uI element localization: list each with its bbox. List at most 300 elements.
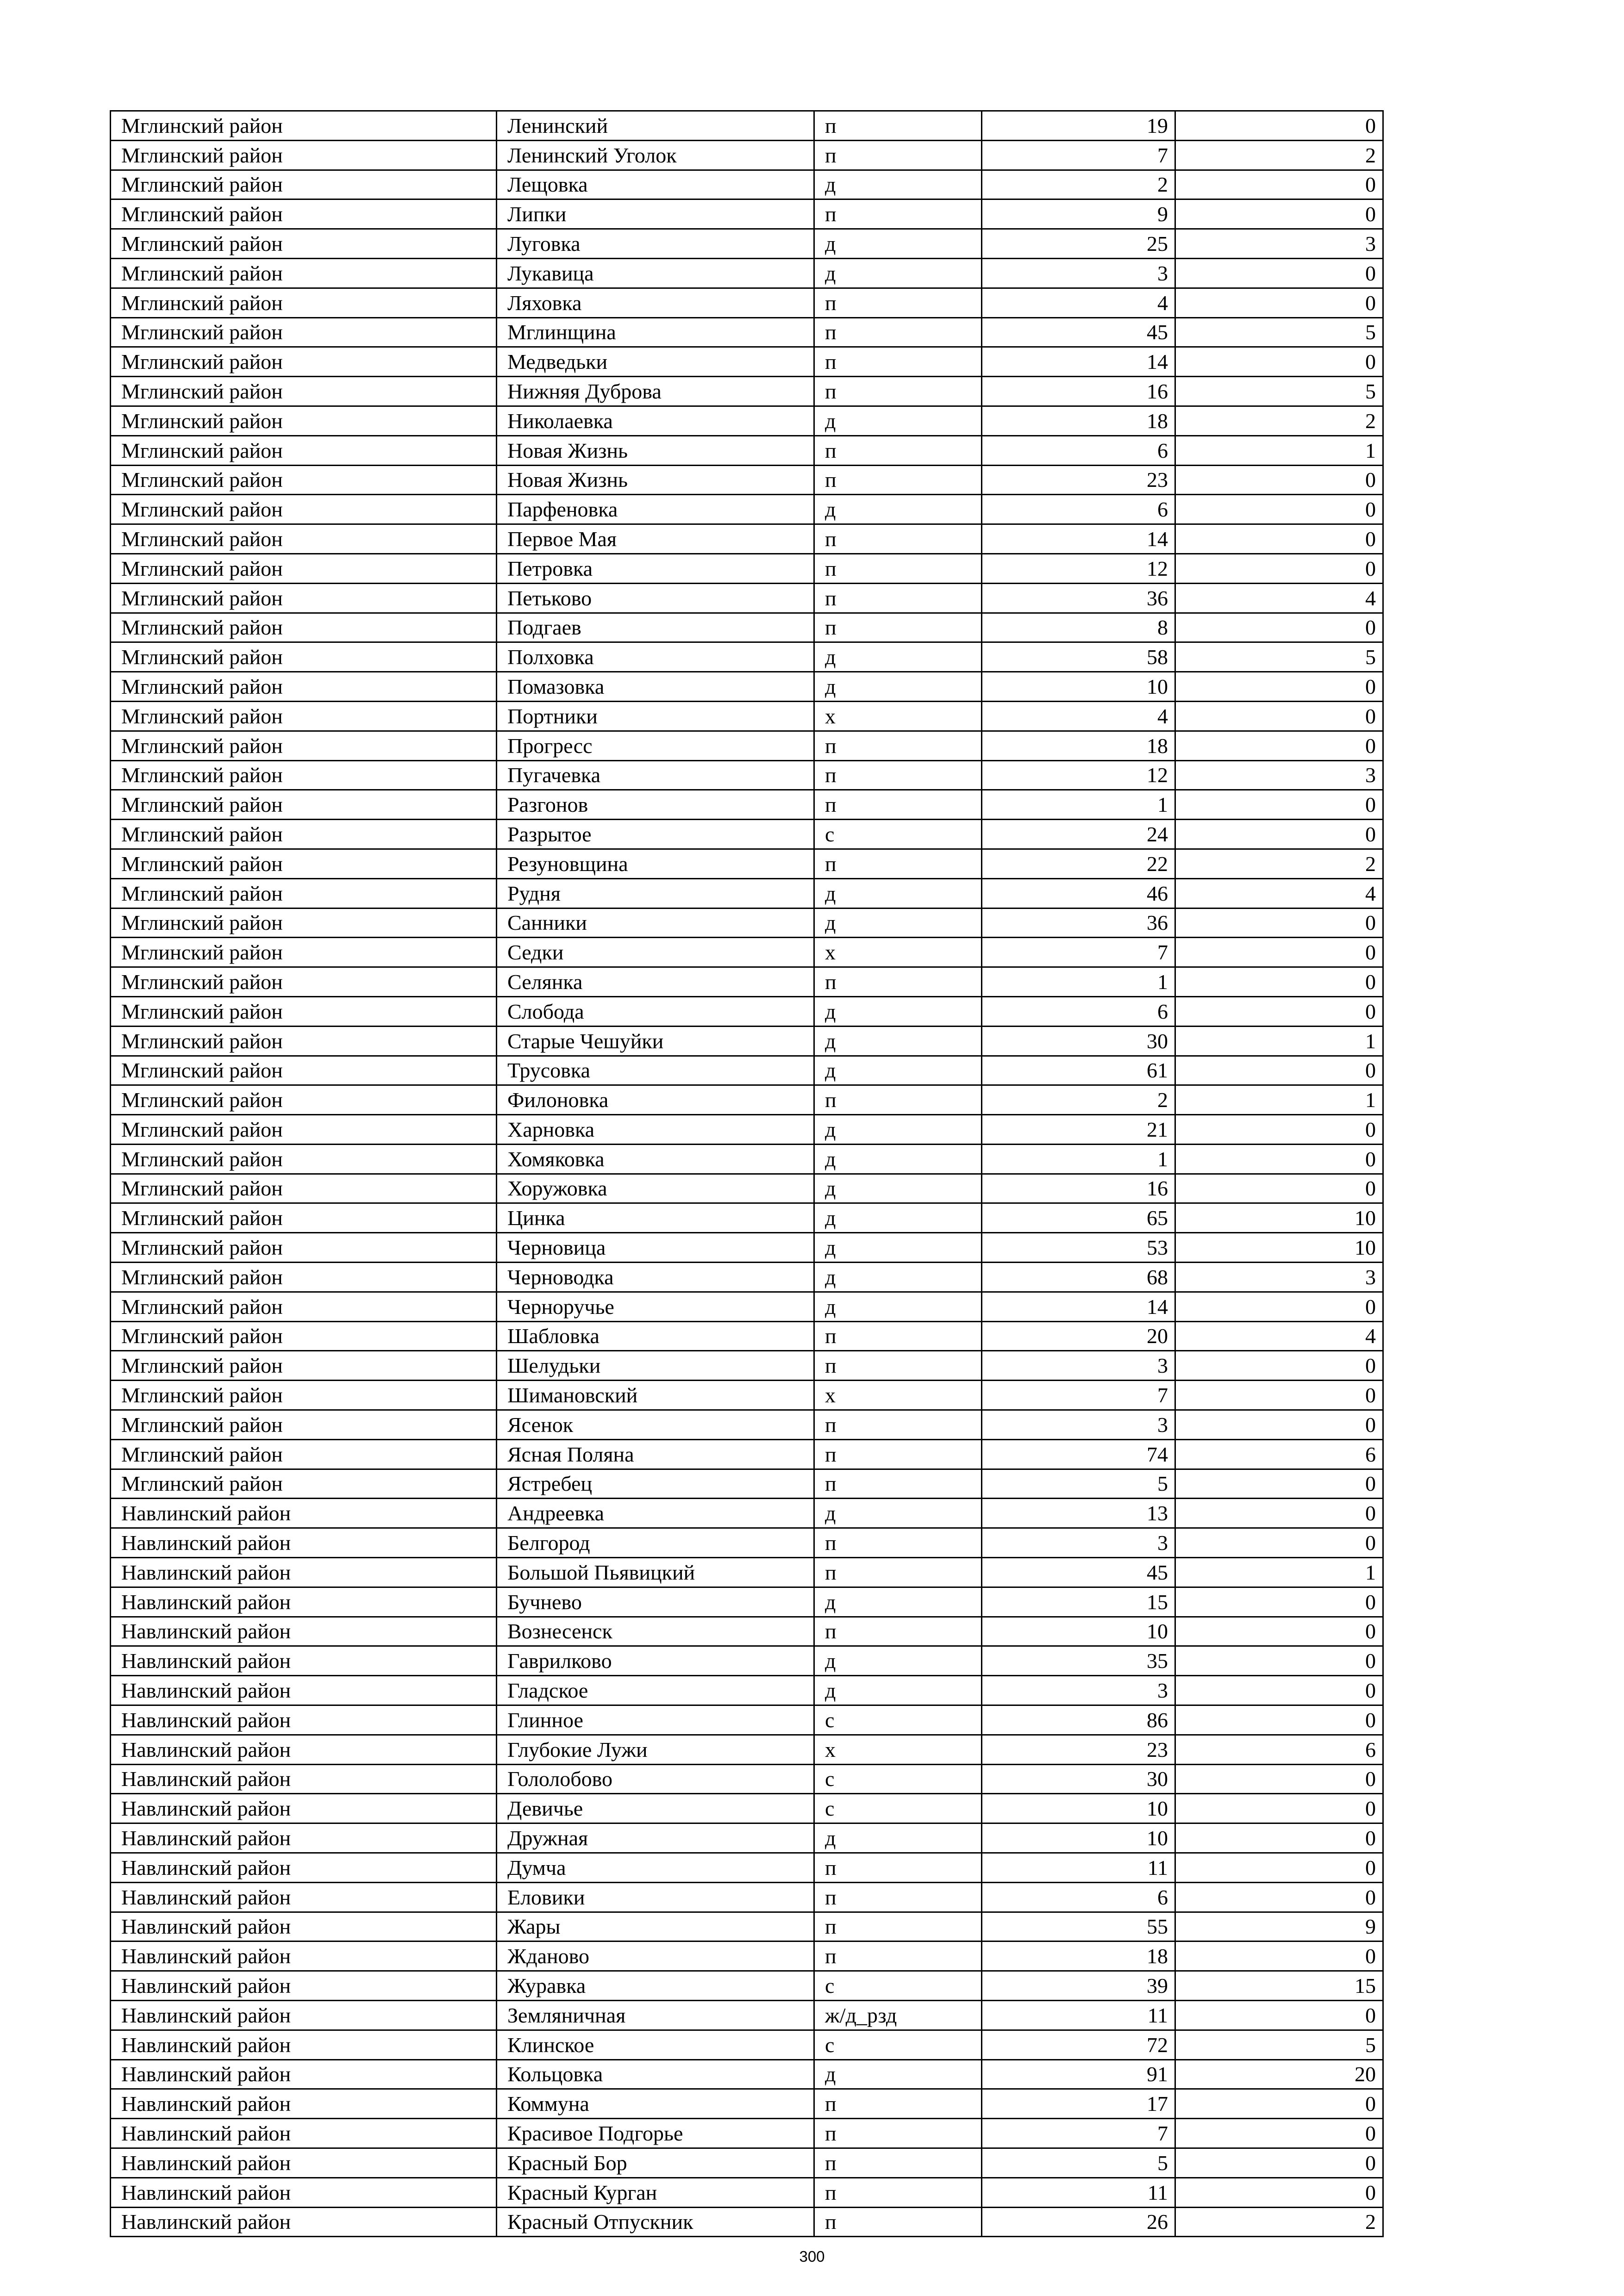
district-cell: Мглинский район <box>111 849 497 878</box>
type-cell: п <box>814 1410 982 1440</box>
district-cell: Мглинский район <box>111 229 497 259</box>
settlement-cell: Ляховка <box>497 288 814 317</box>
extra-cell: 0 <box>1175 111 1383 141</box>
settlement-cell: Хоружовка <box>497 1174 814 1203</box>
settlement-cell: Думча <box>497 1853 814 1883</box>
settlement-cell: Седки <box>497 938 814 967</box>
type-cell: п <box>814 2178 982 2207</box>
settlement-cell: Бучнево <box>497 1587 814 1617</box>
table-row <box>111 495 1383 524</box>
type-cell: п <box>814 1853 982 1883</box>
settlement-cell: Трусовка <box>497 1056 814 1085</box>
extra-cell: 1 <box>1175 1085 1383 1115</box>
extra-cell: 1 <box>1175 1026 1383 1056</box>
settlement-cell: Харновка <box>497 1115 814 1145</box>
district-cell: Мглинский район <box>111 495 497 524</box>
count-cell: 55 <box>982 1912 1175 1941</box>
settlement-cell: Первое Мая <box>497 524 814 554</box>
count-cell: 22 <box>982 849 1175 878</box>
district-cell: Мглинский район <box>111 938 497 967</box>
settlements-table <box>110 110 1384 2237</box>
count-cell: 36 <box>982 908 1175 938</box>
table-row <box>111 849 1383 878</box>
settlement-cell: Глинное <box>497 1705 814 1735</box>
district-cell: Мглинский район <box>111 1351 497 1381</box>
district-cell: Мглинский район <box>111 583 497 613</box>
count-cell: 5 <box>982 1469 1175 1499</box>
count-cell: 1 <box>982 790 1175 820</box>
settlement-cell: Слобода <box>497 996 814 1026</box>
table-row <box>111 1233 1383 1263</box>
count-cell: 19 <box>982 111 1175 141</box>
settlement-cell: Андреевка <box>497 1499 814 1528</box>
extra-cell: 4 <box>1175 583 1383 613</box>
extra-cell: 0 <box>1175 820 1383 849</box>
district-cell: Навлинский район <box>111 2060 497 2089</box>
extra-cell: 0 <box>1175 465 1383 495</box>
type-cell: п <box>814 583 982 613</box>
extra-cell: 5 <box>1175 2030 1383 2060</box>
district-cell: Мглинский район <box>111 731 497 760</box>
type-cell: п <box>814 613 982 642</box>
type-cell: п <box>814 967 982 997</box>
extra-cell: 5 <box>1175 377 1383 406</box>
table-row <box>111 967 1383 997</box>
count-cell: 4 <box>982 288 1175 317</box>
extra-cell: 0 <box>1175 1705 1383 1735</box>
type-cell: п <box>814 1321 982 1351</box>
type-cell: п <box>814 199 982 229</box>
district-cell: Мглинский район <box>111 554 497 583</box>
table-row <box>111 1587 1383 1617</box>
count-cell: 14 <box>982 1292 1175 1321</box>
count-cell: 10 <box>982 672 1175 702</box>
count-cell: 23 <box>982 465 1175 495</box>
district-cell: Навлинский район <box>111 1853 497 1883</box>
table-row <box>111 1528 1383 1558</box>
district-cell: Мглинский район <box>111 1439 497 1469</box>
extra-cell: 0 <box>1175 1823 1383 1853</box>
settlement-cell: Черновица <box>497 1233 814 1263</box>
settlement-cell: Прогресс <box>497 731 814 760</box>
table-row <box>111 1469 1383 1499</box>
table-row <box>111 1735 1383 1764</box>
extra-cell: 0 <box>1175 2119 1383 2148</box>
type-cell: д <box>814 1056 982 1085</box>
count-cell: 6 <box>982 436 1175 465</box>
settlement-cell: Мглинщина <box>497 317 814 347</box>
settlement-cell: Петровка <box>497 554 814 583</box>
district-cell: Навлинский район <box>111 2089 497 2119</box>
type-cell: д <box>814 1026 982 1056</box>
table-row <box>111 1823 1383 1853</box>
extra-cell: 0 <box>1175 1676 1383 1705</box>
district-cell: Мглинский район <box>111 111 497 141</box>
type-cell: д <box>814 406 982 436</box>
extra-cell: 0 <box>1175 1351 1383 1381</box>
district-cell: Навлинский район <box>111 1705 497 1735</box>
district-cell: Мглинский район <box>111 140 497 170</box>
count-cell: 15 <box>982 1587 1175 1617</box>
table-row <box>111 229 1383 259</box>
district-cell: Навлинский район <box>111 1794 497 1823</box>
type-cell: п <box>814 436 982 465</box>
district-cell: Навлинский район <box>111 2001 497 2030</box>
extra-cell: 15 <box>1175 1971 1383 2001</box>
district-cell: Мглинский район <box>111 347 497 377</box>
settlement-cell: Ясная Поляна <box>497 1439 814 1469</box>
table-row <box>111 406 1383 436</box>
table-row <box>111 790 1383 820</box>
type-cell: д <box>814 2060 982 2089</box>
district-cell: Мглинский район <box>111 288 497 317</box>
district-cell: Мглинский район <box>111 199 497 229</box>
table-row <box>111 1410 1383 1440</box>
table-row <box>111 524 1383 554</box>
count-cell: 30 <box>982 1764 1175 1794</box>
type-cell: х <box>814 1735 982 1764</box>
type-cell: д <box>814 1203 982 1233</box>
settlement-cell: Нижняя Дуброва <box>497 377 814 406</box>
count-cell: 26 <box>982 2207 1175 2237</box>
page-number: 300 <box>799 2248 825 2265</box>
type-cell: с <box>814 1764 982 1794</box>
count-cell: 18 <box>982 731 1175 760</box>
extra-cell: 5 <box>1175 317 1383 347</box>
extra-cell: 9 <box>1175 1912 1383 1941</box>
count-cell: 9 <box>982 199 1175 229</box>
type-cell: с <box>814 1794 982 1823</box>
table-row <box>111 1499 1383 1528</box>
count-cell: 13 <box>982 1499 1175 1528</box>
settlement-cell: Глубокие Лужи <box>497 1735 814 1764</box>
type-cell: х <box>814 938 982 967</box>
type-cell: д <box>814 1233 982 1263</box>
district-cell: Мглинский район <box>111 967 497 997</box>
type-cell: п <box>814 1617 982 1646</box>
type-cell: п <box>814 111 982 141</box>
extra-cell: 0 <box>1175 170 1383 199</box>
table-row <box>111 111 1383 141</box>
count-cell: 16 <box>982 377 1175 406</box>
settlement-cell: Петьково <box>497 583 814 613</box>
count-cell: 24 <box>982 820 1175 849</box>
district-cell: Мглинский район <box>111 642 497 672</box>
extra-cell: 0 <box>1175 1882 1383 1912</box>
table-row <box>111 1882 1383 1912</box>
settlement-cell: Белгород <box>497 1528 814 1558</box>
settlement-cell: Старые Чешуйки <box>497 1026 814 1056</box>
table-row <box>111 1912 1383 1941</box>
extra-cell: 1 <box>1175 436 1383 465</box>
district-cell: Мглинский район <box>111 1263 497 1292</box>
table-row <box>111 1705 1383 1735</box>
extra-cell: 0 <box>1175 996 1383 1026</box>
extra-cell: 0 <box>1175 613 1383 642</box>
count-cell: 18 <box>982 1941 1175 1971</box>
extra-cell: 10 <box>1175 1233 1383 1263</box>
type-cell: д <box>814 1144 982 1174</box>
type-cell: д <box>814 1292 982 1321</box>
settlement-cell: Дружная <box>497 1823 814 1853</box>
type-cell: п <box>814 1941 982 1971</box>
count-cell: 12 <box>982 760 1175 790</box>
count-cell: 10 <box>982 1823 1175 1853</box>
type-cell: д <box>814 495 982 524</box>
extra-cell: 0 <box>1175 2178 1383 2207</box>
type-cell: п <box>814 465 982 495</box>
table-row <box>111 140 1383 170</box>
district-cell: Мглинский район <box>111 1056 497 1085</box>
extra-cell: 0 <box>1175 1410 1383 1440</box>
settlement-cell: Подгаев <box>497 613 814 642</box>
count-cell: 7 <box>982 938 1175 967</box>
district-cell: Мглинский район <box>111 1203 497 1233</box>
table-row <box>111 701 1383 731</box>
type-cell: п <box>814 347 982 377</box>
extra-cell: 0 <box>1175 1115 1383 1145</box>
count-cell: 45 <box>982 317 1175 347</box>
district-cell: Мглинский район <box>111 436 497 465</box>
settlement-cell: Красивое Подгорье <box>497 2119 814 2148</box>
district-cell: Мглинский район <box>111 1469 497 1499</box>
settlement-cell: Новая Жизнь <box>497 465 814 495</box>
type-cell: д <box>814 642 982 672</box>
type-cell: д <box>814 1587 982 1617</box>
extra-cell: 0 <box>1175 2148 1383 2178</box>
type-cell: д <box>814 1174 982 1203</box>
district-cell: Мглинский район <box>111 908 497 938</box>
type-cell: с <box>814 2030 982 2060</box>
extra-cell: 6 <box>1175 1439 1383 1469</box>
extra-cell: 0 <box>1175 1794 1383 1823</box>
district-cell: Навлинский район <box>111 1499 497 1528</box>
extra-cell: 0 <box>1175 1056 1383 1085</box>
table-row <box>111 465 1383 495</box>
district-cell: Мглинский район <box>111 1381 497 1410</box>
settlement-cell: Черноручье <box>497 1292 814 1321</box>
table-row <box>111 170 1383 199</box>
table-row <box>111 288 1383 317</box>
extra-cell: 0 <box>1175 908 1383 938</box>
district-cell: Навлинский район <box>111 2119 497 2148</box>
count-cell: 36 <box>982 583 1175 613</box>
type-cell: п <box>814 554 982 583</box>
extra-cell: 10 <box>1175 1203 1383 1233</box>
district-cell: Навлинский район <box>111 1971 497 2001</box>
extra-cell: 6 <box>1175 1735 1383 1764</box>
district-cell: Мглинский район <box>111 1115 497 1145</box>
district-cell: Мглинский район <box>111 465 497 495</box>
settlement-cell: Жданово <box>497 1941 814 1971</box>
type-cell: п <box>814 2207 982 2237</box>
table-row <box>111 1676 1383 1705</box>
type-cell: п <box>814 2119 982 2148</box>
count-cell: 2 <box>982 170 1175 199</box>
type-cell: п <box>814 760 982 790</box>
district-cell: Навлинский район <box>111 1882 497 1912</box>
table-row <box>111 1646 1383 1676</box>
extra-cell: 5 <box>1175 642 1383 672</box>
count-cell: 61 <box>982 1056 1175 1085</box>
district-cell: Мглинский район <box>111 258 497 288</box>
table-row <box>111 1794 1383 1823</box>
settlement-cell: Черноводка <box>497 1263 814 1292</box>
district-cell: Мглинский район <box>111 1410 497 1440</box>
table-row <box>111 1144 1383 1174</box>
settlement-cell: Красный Курган <box>497 2178 814 2207</box>
extra-cell: 3 <box>1175 1263 1383 1292</box>
settlement-cell: Ясенок <box>497 1410 814 1440</box>
settlement-cell: Гладское <box>497 1676 814 1705</box>
count-cell: 58 <box>982 642 1175 672</box>
table-row <box>111 672 1383 702</box>
settlement-cell: Красный Бор <box>497 2148 814 2178</box>
table-row <box>111 317 1383 347</box>
count-cell: 8 <box>982 613 1175 642</box>
district-cell: Мглинский район <box>111 672 497 702</box>
type-cell: д <box>814 170 982 199</box>
extra-cell: 0 <box>1175 701 1383 731</box>
type-cell: д <box>814 672 982 702</box>
extra-cell: 0 <box>1175 1764 1383 1794</box>
settlement-cell: Портники <box>497 701 814 731</box>
table-row <box>111 1941 1383 1971</box>
type-cell: с <box>814 820 982 849</box>
type-cell: д <box>814 908 982 938</box>
district-cell: Навлинский район <box>111 1764 497 1794</box>
table-row <box>111 1115 1383 1145</box>
type-cell: д <box>814 1499 982 1528</box>
type-cell: д <box>814 258 982 288</box>
type-cell: х <box>814 1381 982 1410</box>
count-cell: 45 <box>982 1558 1175 1587</box>
type-cell: п <box>814 790 982 820</box>
district-cell: Навлинский район <box>111 1587 497 1617</box>
extra-cell: 0 <box>1175 2089 1383 2119</box>
table-row <box>111 1085 1383 1115</box>
type-cell: п <box>814 377 982 406</box>
extra-cell: 0 <box>1175 347 1383 377</box>
settlement-cell: Разрытое <box>497 820 814 849</box>
extra-cell: 0 <box>1175 1941 1383 1971</box>
type-cell: д <box>814 878 982 908</box>
settlement-cell: Рудня <box>497 878 814 908</box>
type-cell: д <box>814 1115 982 1145</box>
count-cell: 6 <box>982 996 1175 1026</box>
extra-cell: 2 <box>1175 2207 1383 2237</box>
settlement-cell: Новая Жизнь <box>497 436 814 465</box>
type-cell: д <box>814 1823 982 1853</box>
settlement-cell: Парфеновка <box>497 495 814 524</box>
district-cell: Мглинский район <box>111 524 497 554</box>
type-cell: п <box>814 1882 982 1912</box>
table-row <box>111 436 1383 465</box>
type-cell: п <box>814 140 982 170</box>
table-row <box>111 760 1383 790</box>
table-row <box>111 642 1383 672</box>
extra-cell: 0 <box>1175 1587 1383 1617</box>
table-row <box>111 1558 1383 1587</box>
extra-cell: 0 <box>1175 199 1383 229</box>
district-cell: Навлинский район <box>111 2030 497 2060</box>
count-cell: 30 <box>982 1026 1175 1056</box>
table-row <box>111 1263 1383 1292</box>
count-cell: 25 <box>982 229 1175 259</box>
count-cell: 21 <box>982 1115 1175 1145</box>
district-cell: Навлинский район <box>111 1912 497 1941</box>
count-cell: 10 <box>982 1794 1175 1823</box>
settlement-cell: Ленинский Уголок <box>497 140 814 170</box>
count-cell: 20 <box>982 1321 1175 1351</box>
extra-cell: 0 <box>1175 1499 1383 1528</box>
extra-cell: 0 <box>1175 672 1383 702</box>
table-row <box>111 2001 1383 2030</box>
table-row <box>111 2178 1383 2207</box>
table-row <box>111 1203 1383 1233</box>
type-cell: с <box>814 1971 982 2001</box>
extra-cell: 0 <box>1175 1174 1383 1203</box>
count-cell: 86 <box>982 1705 1175 1735</box>
district-cell: Навлинский район <box>111 1735 497 1764</box>
type-cell: п <box>814 1912 982 1941</box>
table-row <box>111 1439 1383 1469</box>
type-cell: п <box>814 731 982 760</box>
count-cell: 72 <box>982 2030 1175 2060</box>
count-cell: 35 <box>982 1646 1175 1676</box>
district-cell: Мглинский район <box>111 1321 497 1351</box>
type-cell: ж/д_рзд <box>814 2001 982 2030</box>
table-row <box>111 908 1383 938</box>
settlement-cell: Полховка <box>497 642 814 672</box>
settlement-cell: Красный Отпускник <box>497 2207 814 2237</box>
type-cell: х <box>814 701 982 731</box>
extra-cell: 0 <box>1175 731 1383 760</box>
table-row <box>111 199 1383 229</box>
extra-cell: 0 <box>1175 1528 1383 1558</box>
type-cell: п <box>814 1469 982 1499</box>
district-cell: Мглинский район <box>111 613 497 642</box>
extra-cell: 0 <box>1175 790 1383 820</box>
district-cell: Мглинский район <box>111 1292 497 1321</box>
type-cell: д <box>814 996 982 1026</box>
count-cell: 46 <box>982 878 1175 908</box>
extra-cell: 0 <box>1175 1853 1383 1883</box>
settlement-cell: Липки <box>497 199 814 229</box>
settlement-cell: Шабловка <box>497 1321 814 1351</box>
district-cell: Мглинский район <box>111 1174 497 1203</box>
count-cell: 53 <box>982 1233 1175 1263</box>
count-cell: 11 <box>982 2001 1175 2030</box>
count-cell: 39 <box>982 1971 1175 2001</box>
settlement-cell: Журавка <box>497 1971 814 2001</box>
count-cell: 17 <box>982 2089 1175 2119</box>
count-cell: 3 <box>982 1676 1175 1705</box>
type-cell: п <box>814 1351 982 1381</box>
type-cell: п <box>814 1439 982 1469</box>
table-row <box>111 2207 1383 2237</box>
type-cell: п <box>814 524 982 554</box>
table-row <box>111 1971 1383 2001</box>
table-row <box>111 1381 1383 1410</box>
district-cell: Навлинский район <box>111 1823 497 1853</box>
table-row <box>111 2030 1383 2060</box>
count-cell: 74 <box>982 1439 1175 1469</box>
extra-cell: 0 <box>1175 495 1383 524</box>
settlement-cell: Цинка <box>497 1203 814 1233</box>
extra-cell: 4 <box>1175 878 1383 908</box>
table-row <box>111 2119 1383 2148</box>
